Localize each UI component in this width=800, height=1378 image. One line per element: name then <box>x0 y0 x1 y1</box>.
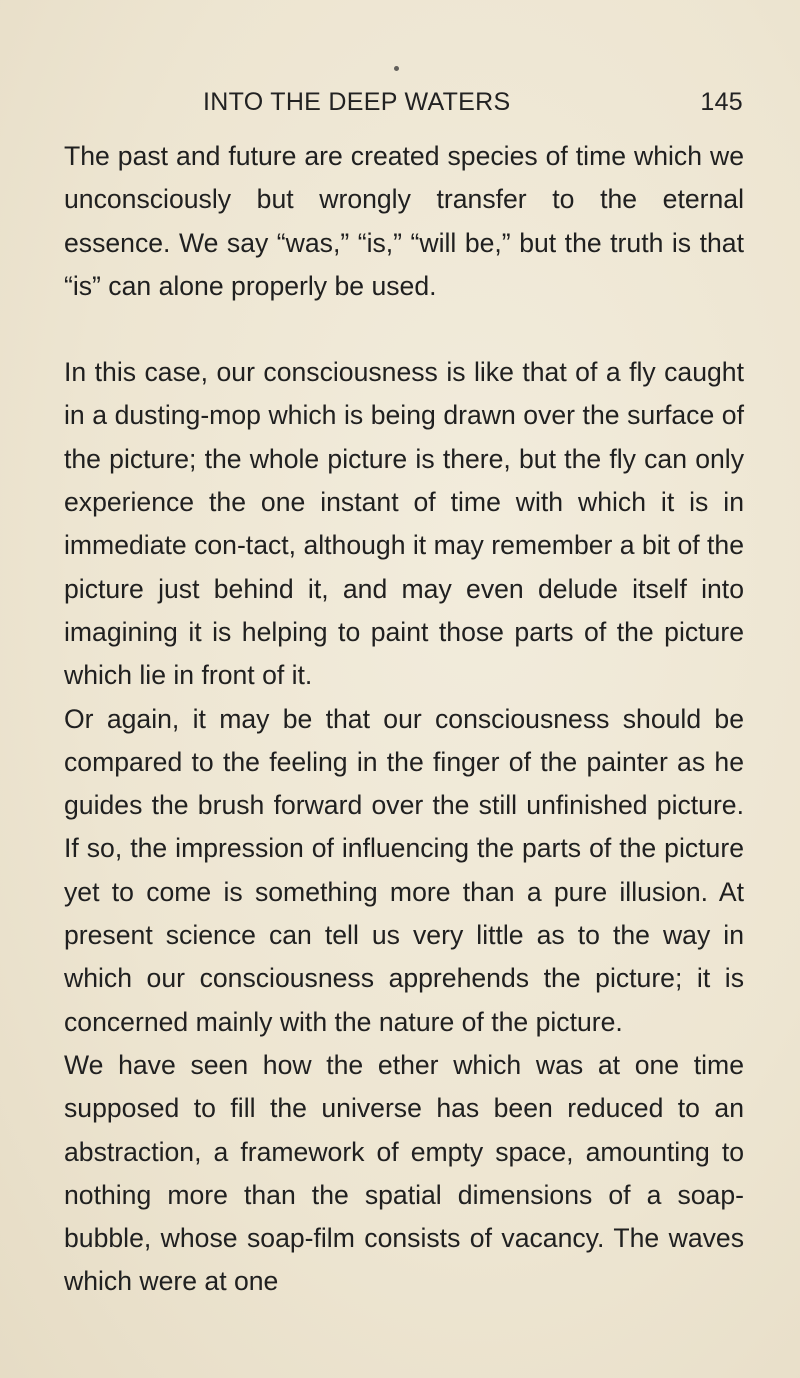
printer-mark <box>394 66 399 71</box>
running-title: INTO THE DEEP WATERS <box>203 88 511 116</box>
page-header <box>203 88 743 124</box>
paragraph-2: In this case, our consciousness is like that of a fly caught in a dusting-mop which is being drawn over the surface of the picture; the whole picture is there, but the fly can only experience the one instant of time with which it is in immediate con-tact, although it may remember a bit of the picture just behind it, and may even delude itself into imagining it is helping to paint those parts of the picture which lie in front of it. <box>64 357 744 691</box>
page-number: 145 <box>700 88 743 116</box>
paragraph-4: We have seen how the ether which was at one time supposed to fill the universe has been reduced to an abstraction, a framework of empty space, amounting to nothing more than the spatial dimensions of a soap-bubble, whose soap-film consists of vacancy. The waves which were at one <box>64 1049 744 1297</box>
paragraph-3: Or again, it may be that our consciousness should be compared to the feeling in the finger of the painter as he guides the brush forward over the still unfinished picture. If so, the impression of influencing the parts of the picture yet to come is something more than a pure illusion. At present science can tell us very little as to the way in which our consciousness apprehends the picture; it is concerned mainly with the nature of the picture. <box>64 703 744 1037</box>
body-text <box>64 135 744 1304</box>
paragraph-gap <box>64 308 744 351</box>
paragraph-1: The past and future are created species of time which we unconsciously but wrongly transfer to the eternal essence. We say “was,” “is,” “will be,” but the truth is that “is” can alone properly be used. <box>64 141 744 301</box>
